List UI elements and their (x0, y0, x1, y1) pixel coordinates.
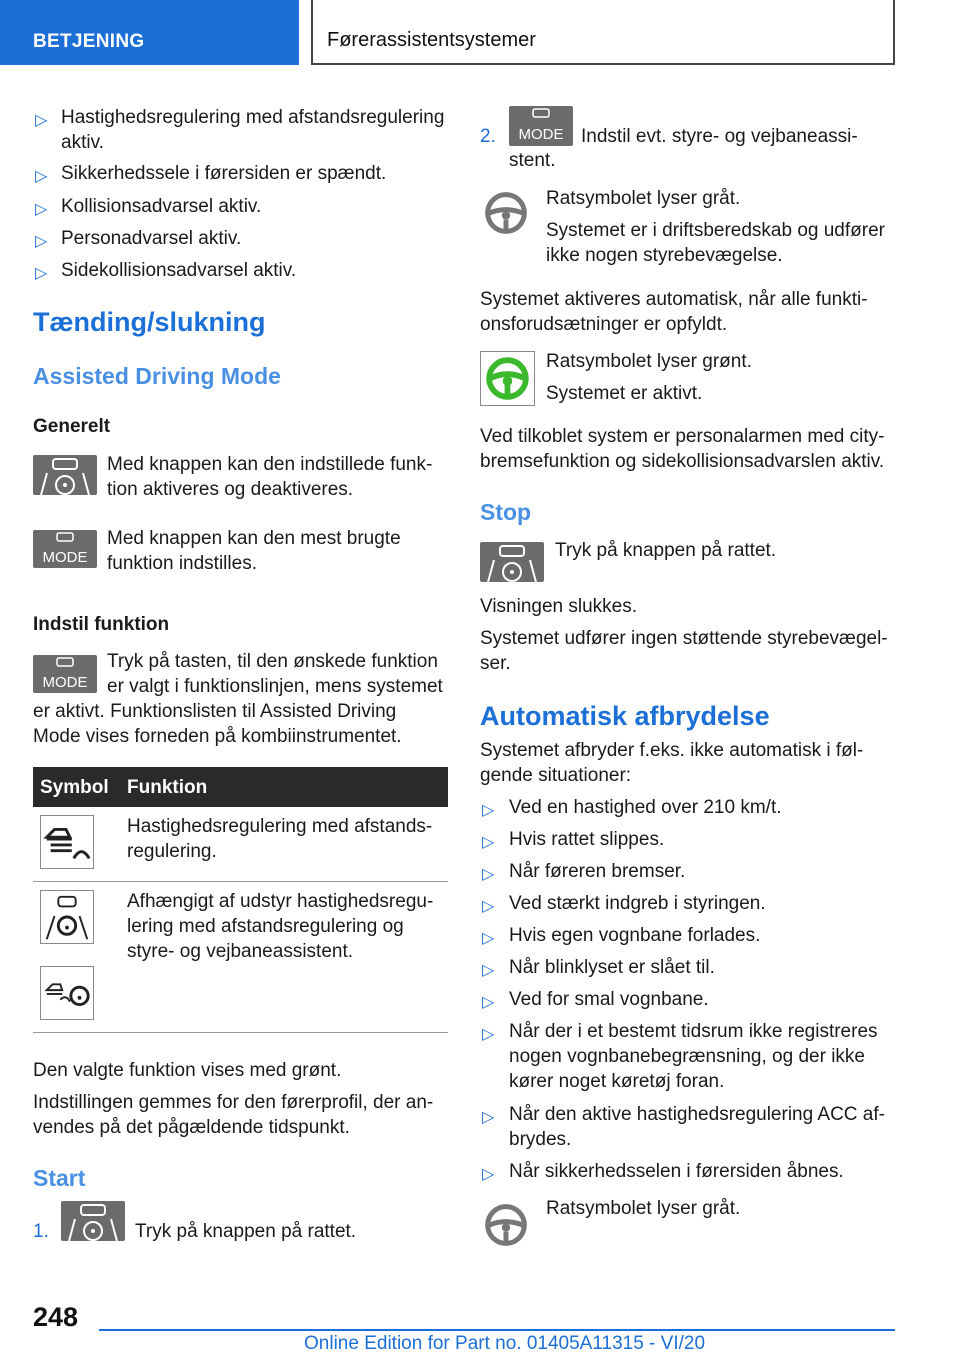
acc-distance-icon (40, 815, 94, 869)
list-item: Hvis egen vognbane forlades. (509, 925, 761, 946)
list-item: Når sikkerhedsselen i førersiden åbnes. (509, 1161, 844, 1182)
bullet-icon: ▷ (482, 834, 495, 851)
steering-wheel-grey-icon (481, 1200, 531, 1250)
text-line: Indstil evt. styre- og vejbaneassi- (581, 126, 858, 147)
list-item: Når føreren bremser. (509, 861, 686, 882)
text-line: er aktivt. Funktionslisten til Assisted Driving (33, 701, 397, 722)
section-title: BETJENING (33, 31, 145, 52)
text-line: ikke nogen styrebevægelse. (546, 245, 783, 266)
mode-button-icon (33, 530, 97, 568)
text-line: Systemet udfører ingen støttende styrebevægel- (480, 628, 888, 649)
steering-wheel-grey-icon (481, 188, 531, 238)
list-item: Sikkerhedssele i førersiden er spændt. (61, 163, 387, 184)
heading-ignition: Tænding/slukning (33, 307, 266, 337)
table-header (33, 767, 448, 807)
heading-generelt: Generelt (33, 416, 111, 437)
svg-text:MODE: MODE (42, 549, 88, 566)
table-divider (33, 881, 448, 882)
svg-text:MODE: MODE (518, 126, 564, 143)
heading-adm: Assisted Driving Mode (33, 363, 281, 389)
column-header-symbol: Symbol (40, 777, 109, 798)
table-cell: styre- og vejbaneassistent. (127, 941, 354, 962)
list-item: nogen vognbanebegrænsning, og der ikke (509, 1046, 865, 1067)
text-line: Med knappen kan den mest brugte (107, 528, 401, 549)
heading-indstil: Indstil funktion (33, 614, 170, 635)
bullet-icon: ▷ (482, 898, 495, 915)
text-line: Visningen slukkes. (480, 596, 638, 617)
text-line: tion aktiveres og deaktiveres. (107, 479, 354, 500)
list-item: Når den aktive hastighedsregulering ACC af- (509, 1104, 885, 1125)
bullet-icon: ▷ (35, 233, 48, 250)
text-line: Ved tilkoblet system er personalarmen med city- (480, 426, 885, 447)
list-item: kører noget køretøj foran. (509, 1071, 725, 1092)
text-line: Mode vises forneden på kombiinstrumentet. (33, 726, 402, 747)
text-line: Tryk på knappen på rattet. (135, 1221, 357, 1242)
mode-button-icon (33, 655, 97, 693)
bullet-icon: ▷ (482, 994, 495, 1011)
table-cell: lering med afstandsregulering og (127, 916, 404, 937)
bullet-icon: ▷ (482, 930, 495, 947)
bullet-icon: ▷ (35, 168, 48, 185)
driving-assistant-icon (40, 890, 94, 944)
text-line: Den valgte funktion vises med grønt. (33, 1060, 342, 1081)
bullet-icon: ▷ (35, 201, 48, 218)
list-item: Personadvarsel aktiv. (61, 228, 242, 249)
list-item: Ved for smal vognbane. (509, 989, 709, 1010)
heading-stop: Stop (480, 499, 532, 525)
list-item: Hvis rattet slippes. (509, 829, 665, 850)
list-item: brydes. (509, 1129, 572, 1150)
edition-link[interactable]: Online Edition for Part no. 01405A11315 - VI/20 (304, 1333, 706, 1354)
bullet-icon: ▷ (35, 112, 48, 129)
text-line: vendes på det pågældende tidspunkt. (33, 1117, 350, 1138)
bullet-icon: ▷ (482, 1026, 495, 1043)
text-line: er valgt i funktionslinjen, mens systemet (107, 676, 443, 697)
table-divider (33, 1032, 448, 1033)
text-line: Med knappen kan den indstillede funk- (107, 454, 433, 475)
adm-button-icon (480, 542, 544, 582)
text-line: Ratsymbolet lyser gråt. (546, 1198, 741, 1219)
footer-rule (99, 1329, 895, 1331)
text-line: onsforudsætninger er opfyldt. (480, 314, 728, 335)
text-line: bremsefunktion og sidekollisionsadvarslen aktiv. (480, 451, 885, 472)
table-cell: regulering. (127, 841, 217, 862)
mode-button-icon (509, 106, 573, 146)
list-item: Ved stærkt indgreb i styringen. (509, 893, 766, 914)
text-line: Ratsymbolet lyser gråt. (546, 188, 741, 209)
list-item: Ved en hastighed over 210 km/t. (509, 797, 782, 818)
steering-wheel-green-icon (480, 351, 535, 406)
bullet-icon: ▷ (35, 265, 48, 282)
list-item: Når der i et bestemt tidsrum ikke registreres (509, 1021, 878, 1042)
step-number: 1. (33, 1221, 49, 1242)
list-item: aktiv. (61, 132, 104, 153)
text-line: stent. (509, 150, 556, 171)
list-item: Sidekollisionsadvarsel aktiv. (61, 260, 297, 281)
text-line: funktion indstilles. (107, 553, 257, 574)
chapter-title: Førerassistentsystemer (327, 29, 536, 51)
section-tab (0, 0, 299, 65)
bullet-icon: ▷ (482, 1166, 495, 1183)
text-line: Ratsymbolet lyser grønt. (546, 351, 752, 372)
text-line: Systemet aktiveres automatisk, når alle funkti- (480, 289, 868, 310)
bullet-icon: ▷ (482, 1109, 495, 1126)
list-item: Hastighedsregulering med afstandsregulering (61, 107, 445, 128)
bullet-icon: ▷ (482, 802, 495, 819)
text-line: Tryk på knappen på rattet. (555, 540, 777, 561)
bullet-icon: ▷ (482, 962, 495, 979)
page-number: 248 (33, 1302, 79, 1332)
list-item: Kollisionsadvarsel aktiv. (61, 196, 262, 217)
svg-text:MODE: MODE (42, 674, 88, 691)
adm-button-icon (61, 1201, 125, 1241)
text-line: ser. (480, 653, 511, 674)
step-number: 2. (480, 126, 496, 147)
text-line: Indstillingen gemmes for den førerprofil, der an- (33, 1092, 434, 1113)
table-cell: Afhængigt af udstyr hastighedsregu- (127, 891, 434, 912)
text-line: Systemet er aktivt. (546, 383, 703, 404)
table-cell: Hastighedsregulering med afstands- (127, 816, 433, 837)
text-line: Systemet er i driftsberedskab og udfører (546, 220, 885, 241)
heading-auto-off: Automatisk afbrydelse (480, 701, 770, 731)
lane-wheel-icon (40, 966, 94, 1020)
text-line: Tryk på tasten, til den ønskede funktion (107, 651, 438, 672)
bullet-icon: ▷ (482, 866, 495, 883)
chapter-tab (311, 0, 895, 65)
adm-button-icon (33, 455, 97, 495)
heading-start: Start (33, 1165, 86, 1191)
column-header-function: Funktion (127, 777, 208, 798)
text-line: Systemet afbryder f.eks. ikke automatisk i føl- (480, 740, 864, 761)
list-item: Når blinklyset er slået til. (509, 957, 715, 978)
text-line: gende situationer: (480, 765, 632, 786)
